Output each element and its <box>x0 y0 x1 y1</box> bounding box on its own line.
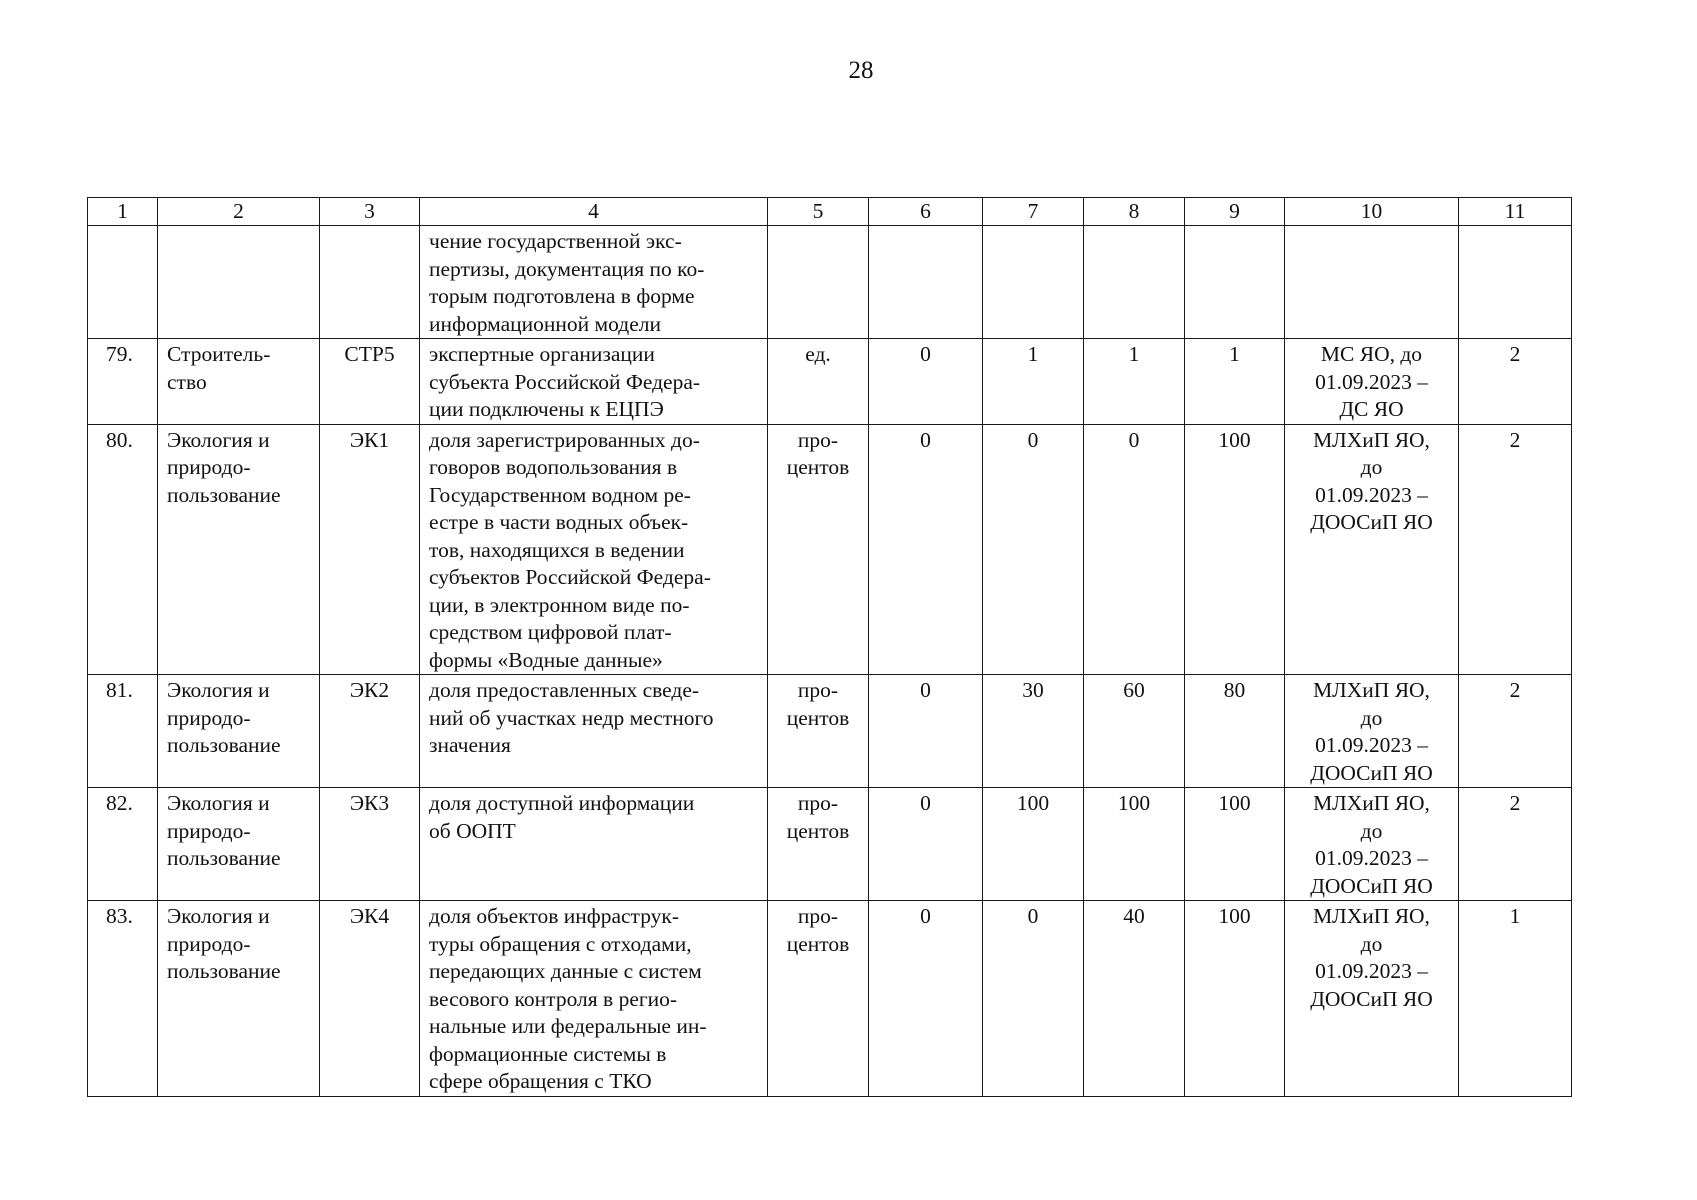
cell-unit: ед. <box>768 339 869 425</box>
cell-num <box>88 226 158 339</box>
cell-unit: про- центов <box>768 424 869 675</box>
cell-area: Экология и природо- пользование <box>158 901 320 1097</box>
cell-v6: 0 <box>869 788 983 901</box>
cell-v6 <box>869 226 983 339</box>
table-row-continuation <box>88 226 1572 339</box>
cell-priority: 1 <box>1459 901 1572 1097</box>
cell-v9: 80 <box>1185 675 1285 788</box>
column-header: 9 <box>1185 198 1285 226</box>
column-header: 7 <box>983 198 1084 226</box>
cell-v9: 1 <box>1185 339 1285 425</box>
table-row <box>88 424 1572 675</box>
column-header: 10 <box>1285 198 1459 226</box>
cell-code: СТР5 <box>320 339 420 425</box>
cell-v9: 100 <box>1185 424 1285 675</box>
cell-code: ЭК3 <box>320 788 420 901</box>
column-header: 6 <box>869 198 983 226</box>
cell-code <box>320 226 420 339</box>
cell-num: 82. <box>88 788 158 901</box>
cell-priority: 2 <box>1459 424 1572 675</box>
column-header: 1 <box>88 198 158 226</box>
page-number: 28 <box>848 57 874 84</box>
cell-unit <box>768 226 869 339</box>
cell-v8 <box>1084 226 1185 339</box>
cell-v7: 0 <box>983 901 1084 1097</box>
table-row <box>88 675 1572 788</box>
cell-v9: 100 <box>1185 901 1285 1097</box>
cell-v6: 0 <box>869 901 983 1097</box>
cell-v7 <box>983 226 1084 339</box>
cell-v6: 0 <box>869 339 983 425</box>
cell-v7: 100 <box>983 788 1084 901</box>
cell-v8: 40 <box>1084 901 1185 1097</box>
table-row <box>88 901 1572 1097</box>
cell-num: 81. <box>88 675 158 788</box>
cell-v9: 100 <box>1185 788 1285 901</box>
cell-priority: 2 <box>1459 339 1572 425</box>
cell-priority: 2 <box>1459 675 1572 788</box>
cell-area <box>158 226 320 339</box>
cell-unit: про- центов <box>768 788 869 901</box>
cell-description: чение государственной экс- пертизы, документация по ко- торым подготовлена в форме информационной модели <box>420 226 768 339</box>
column-header: 8 <box>1084 198 1185 226</box>
header-row <box>88 198 1572 226</box>
cell-v7: 1 <box>983 339 1084 425</box>
cell-v9 <box>1185 226 1285 339</box>
column-header: 11 <box>1459 198 1572 226</box>
cell-description: доля доступной информации об ООПТ <box>420 788 768 901</box>
cell-v8: 100 <box>1084 788 1185 901</box>
cell-priority: 2 <box>1459 788 1572 901</box>
table-row <box>88 339 1572 425</box>
cell-v7: 30 <box>983 675 1084 788</box>
cell-num: 79. <box>88 339 158 425</box>
column-header: 5 <box>768 198 869 226</box>
cell-area: Экология и природо- пользование <box>158 424 320 675</box>
cell-responsible <box>1285 226 1459 339</box>
cell-num: 80. <box>88 424 158 675</box>
cell-code: ЭК4 <box>320 901 420 1097</box>
cell-unit: про- центов <box>768 675 869 788</box>
cell-v8: 0 <box>1084 424 1185 675</box>
cell-description: доля объектов инфраструк- туры обращения с отходами, передающих данные с систем весового контроля в регио- нальные или федеральные ин- формационные системы в сфере обращения с ТКО <box>420 901 768 1097</box>
cell-description: экспертные организации субъекта Российской Федера- ции подключены к ЕЦПЭ <box>420 339 768 425</box>
cell-num: 83. <box>88 901 158 1097</box>
column-header: 3 <box>320 198 420 226</box>
indicators-table <box>87 197 1572 1097</box>
table-row <box>88 788 1572 901</box>
column-header: 2 <box>158 198 320 226</box>
cell-area: Строитель- ство <box>158 339 320 425</box>
cell-responsible: МЛХиП ЯО, до 01.09.2023 – ДООСиП ЯО <box>1285 424 1459 675</box>
cell-code: ЭК2 <box>320 675 420 788</box>
cell-v6: 0 <box>869 424 983 675</box>
column-header: 4 <box>420 198 768 226</box>
cell-responsible: МС ЯО, до 01.09.2023 – ДС ЯО <box>1285 339 1459 425</box>
cell-description: доля предоставленных сведе- ний об участках недр местного значения <box>420 675 768 788</box>
cell-v6: 0 <box>869 675 983 788</box>
cell-responsible: МЛХиП ЯО, до 01.09.2023 – ДООСиП ЯО <box>1285 788 1459 901</box>
cell-description: доля зарегистрированных до- говоров водопользования в Государственном водном ре- естре в части водных объек- тов, находящихся в ведении субъектов Российской Федера- ции, в электронном виде по- средством цифровой плат- формы «Водные данные» <box>420 424 768 675</box>
cell-code: ЭК1 <box>320 424 420 675</box>
cell-v7: 0 <box>983 424 1084 675</box>
cell-responsible: МЛХиП ЯО, до 01.09.2023 – ДООСиП ЯО <box>1285 901 1459 1097</box>
cell-area: Экология и природо- пользование <box>158 788 320 901</box>
cell-responsible: МЛХиП ЯО, до 01.09.2023 – ДООСиП ЯО <box>1285 675 1459 788</box>
cell-unit: про- центов <box>768 901 869 1097</box>
cell-v8: 60 <box>1084 675 1185 788</box>
cell-v8: 1 <box>1084 339 1185 425</box>
cell-area: Экология и природо- пользование <box>158 675 320 788</box>
cell-priority <box>1459 226 1572 339</box>
